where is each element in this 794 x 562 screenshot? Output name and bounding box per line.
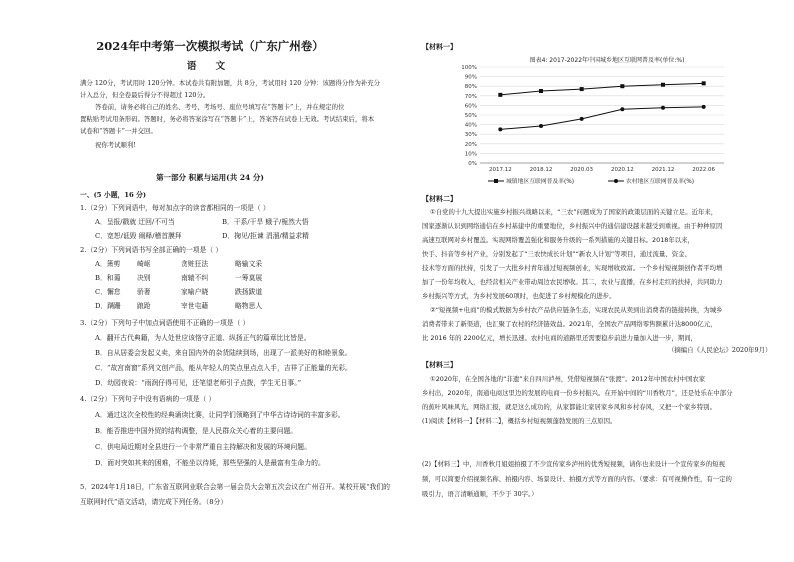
mat2-line-9: 消费者带来了新渠道，也汇聚了农村的经济链效益。2021年，全国农产品网络零售额累计达8000亿元， (422, 320, 717, 328)
legend-marker-1 (494, 179, 498, 183)
series-2-point (580, 117, 584, 121)
material-1-label: 【材料一】 (422, 42, 457, 51)
y-tick-label: 80% (464, 84, 477, 91)
q2-c-4: 跌扬跋道 (235, 288, 263, 296)
note-line-5: 试卷和“答题卡”一并交回。 (80, 127, 157, 135)
q3-option-d: D．幼园夜说：“雨润仔得可见，还笔望老师引子点拨，学生无日事。” (95, 379, 302, 387)
q1-option-c: C．宽恕/诋毁 阐释/稽首膜拜 (95, 232, 182, 240)
q3-stem: 3.（2分）下列句子中加点词语使用不正确的一项是（ ） (80, 319, 250, 327)
q4-option-b: B．能否推进中国外贸的结构调整，是人民群众关心着的主要问题。 (95, 427, 298, 435)
q1-option-a: A．呈报/戳就 迂回/不可当 (95, 218, 175, 226)
section-heading: 第一部分 积累与运用(共 24 分) (156, 173, 264, 182)
y-tick-label: 20% (464, 141, 477, 148)
x-tick-label: 2022.06 (692, 167, 716, 173)
q2-a-1: A．箫剪 (95, 260, 121, 268)
series-2-point (539, 124, 543, 128)
task-2-line-2: 频，可以简要介绍视频名称、拍摄内容、场景设计、拍摄方式等方面的内容。（要求：有可视操作性，有一定的 (422, 475, 732, 483)
right-column (400, 0, 794, 562)
y-tick-label: 10% (464, 151, 477, 158)
q2-d-1: D．蹒跚 (95, 302, 121, 310)
q2-stem: 2.（2分）下列词语书写全部正确的一项是（ ） (80, 246, 223, 254)
series-2-point (498, 127, 502, 131)
series-1-point (702, 81, 706, 85)
task-2-line-1: (2)【材料三】中，川香秋月姐姐拍摄了不少宣传家乡泸州的优秀短视频，请你也来设计一个宣传家乡的短视 (422, 460, 726, 468)
y-tick-label: 50% (464, 113, 477, 119)
task-1: (1)阅读【材料一】【材料二】，概括乡村短视频蓬勃发展的三点原因。 (422, 417, 617, 425)
x-tick-label: 2021.12 (651, 167, 675, 173)
series-1-point (620, 84, 624, 88)
q1-option-d: D．掬见/拒谏 涓溜/精益求精 (222, 232, 309, 240)
x-tick-label: 2020.03 (570, 167, 594, 173)
mat3-line-1: ①2020年，在全国各地的“非遗”来自四川泸州，凭借短视频在“张渡”。2012年中国农村中国农家 (430, 375, 706, 383)
mat2-line-3: 高速互联网对乡村覆盖。实现网络覆盖强化和服务升级的一系列措施的关键目标。2018年以来， (422, 236, 694, 244)
mat2-line-1: ①自党的十九大提出实施乡村振兴战略以来，“三农”问题成为了国家的政策层面的关键立足。近年来， (430, 208, 718, 216)
q1-stem: 1.（2分）下列词语中，每对加点字的读音都相同的一项是（ ） (80, 204, 270, 212)
q1-option-b: B．干系/干旱 蛾子/栀然大悟 (222, 218, 309, 226)
series-line-2 (500, 107, 703, 130)
chart-canvas (452, 55, 742, 190)
note-line-3: 答卷前，请务必将自己的姓名、考号、考场号、座位号填写在“答题卡”上，并在规定的位 (95, 103, 345, 111)
y-tick-label: 0% (468, 161, 477, 167)
x-tick-label: 2018.12 (529, 167, 553, 173)
note-line-6: 祝你考试顺利! (95, 141, 136, 149)
mat2-line-10: 比 2016 年的 2200亿元，增长迅速。农村电商的道路里还需要稳步前进力量加入进一步，期间， (422, 334, 698, 342)
exam-subject: 语 文 (186, 61, 234, 72)
series-line-1 (500, 83, 703, 95)
mat3-line-2: 乡村出，2020年，南通电商这里边的发展的电商一份乡村振兴。在开始中间的“川香牧月”，还是处乐在中部分 (422, 389, 733, 397)
note-line-1: 满分 120分，考试用时 120分钟。本试卷共有附加题，共 8分，考试用时 120 分钟：该题得分作为补充分 (80, 79, 381, 87)
x-tick-label: 2020.12 (610, 167, 634, 173)
y-tick-label: 40% (464, 122, 477, 129)
q2-c-1: C．懈怠 (95, 288, 121, 296)
q2-b-2: 决别 (137, 274, 151, 282)
note-line-2: 计入总分，但全卷最后得分不得超过 120分。 (80, 91, 210, 99)
q4-stem: 4.（2分）下列句子中没有语病的一项是（ ） (80, 395, 216, 403)
exam-title: 2024年中考第一次模拟考试（广东广州卷） (96, 39, 324, 53)
q2-b-4: 一筹莫展 (235, 274, 263, 282)
q2-c-3: 家喻户晓 (181, 288, 209, 296)
x-tick-label: 2017.12 (488, 167, 512, 173)
q2-a-3: 贪赃狂法 (181, 260, 209, 268)
legend-marker-2 (614, 179, 618, 183)
q2-a-4: 略输文采 (235, 260, 263, 268)
mat2-line-5: 技术等方面的扶持，引发了一大批乡村青年通过短视频创业，实现增收致富。一个乡村短视频创作者平均增 (422, 264, 723, 272)
q2-row-b (95, 273, 279, 283)
q2-d-2: 踉跄 (137, 302, 151, 310)
q3-option-b: B．自从居委会发起义卖，来自国内外的杂货陆续到场，出现了一派美好的和睦景象。 (95, 349, 352, 357)
q2-a-2: 崎岖 (137, 260, 151, 268)
series-1-point (661, 83, 665, 87)
mat2-line-7: 乡村振兴等方式，为乡村发展60项时，也促进了乡村规模化的进步。 (422, 292, 616, 300)
q2-b-3: 南辕不纠 (181, 274, 209, 282)
mat2-line-4: 快手、抖音等乡村产业，分别发起了“三农快成长计划”“新农人计划”等项目，通过流量、资金、 (422, 250, 691, 258)
note-line-4: 置粘贴考试用条形码。答题时，务必将答案涂写在“答题卡”上，答案答在试卷上无效。考试结束后，将本 (80, 115, 375, 123)
mat2-line-6: 加了一份年均收入，也经营相关产业带动周边农民增收。其二，农业与直播，在乡村走红的扶持，共同助力 (422, 278, 723, 286)
q2-row-c (95, 287, 279, 297)
q2-row-a (95, 259, 279, 269)
q4-option-d: D．面对突如其来的困难，不能坐以待毙，那些坚强的人是最富有生命力的。 (95, 459, 325, 467)
series-1-point (498, 93, 502, 97)
y-tick-label: 60% (464, 103, 477, 110)
q2-row-d (95, 301, 279, 311)
series-1-point (539, 89, 543, 93)
q2-c-2: 骄奢 (137, 288, 151, 296)
y-tick-label: 70% (464, 93, 477, 100)
q5-stem-line-2: 互联网时代”语文活动，请完成下列任务。（8分） (80, 498, 228, 506)
legend-label-2: 农村地区互联网普及率(%) (626, 179, 695, 185)
y-tick-label: 90% (464, 74, 477, 81)
q3-option-a: A．翻开古代典籍，为人处世应该恪守正道、纵扬正气的篇章比比皆是。 (95, 334, 311, 342)
part-header: 一、(5 小题，16 分) (80, 191, 147, 199)
q2-b-1: B．和蔼 (95, 274, 121, 282)
mat2-source: （摘编自《人民论坛》2020年9月） (668, 346, 772, 354)
series-2-point (620, 107, 624, 111)
q2-d-4: 略物思人 (235, 302, 263, 310)
q4-option-a: A．通过这次全校性的经典诵读比赛，让同学们领略到了中华古诗诗词的丰富多彩。 (95, 411, 345, 419)
q2-d-3: 宰世屯藉 (181, 302, 209, 310)
mat2-line-8: ②“短视频+电商”的模式数据为乡村农产品供应链条生态，实现农民从卖到出消费者的链接转换，为城乡 (430, 306, 723, 314)
legend-label-1: 城镇地区互联网普及率(%) (506, 179, 575, 185)
q5-stem-line-1: 5．2024年1月18日，广东省互联网业联合会第一届会员大会第五次会议在广州召开。某校开展“我们的 (80, 483, 390, 491)
chart-title: 图表4: 2017-2022年中国城乡地区互联网普及率(单位:%) (529, 57, 685, 64)
q3-option-c: C．“故宫南窗”系列文创产品，能从年轻人的笑点里点点入手，吉祥了正能量的光彩。 (95, 364, 352, 372)
series-1-point (580, 87, 584, 91)
material-2-label: 【材料二】 (422, 194, 457, 203)
mat3-line-3: 的蕉叶风味风光，网络汇报，就是这么成功的，从家都能让家居家乡风和乡村春风，又把一个家乡特别。 (422, 403, 716, 411)
series-2-point (661, 106, 665, 110)
q4-option-c: C．供电局近期对全县进行一个非常严重自主持解决和发展的环境问题。 (95, 443, 311, 451)
y-tick-label: 30% (464, 132, 477, 139)
internet-penetration-chart (452, 55, 742, 190)
material-3-label: 【材料三】 (422, 360, 457, 369)
task-2-line-3: 吸引力，语言清晰通顺，不少于 30字。） (422, 490, 538, 498)
mat2-line-2: 国家逐渐认识到网络通信在乡村基建中的重要地位，乡村振兴中的通信建设越来越受到重视。由于种种原因 (422, 222, 723, 230)
y-tick-label: 100% (461, 65, 477, 71)
series-2-point (702, 105, 706, 109)
